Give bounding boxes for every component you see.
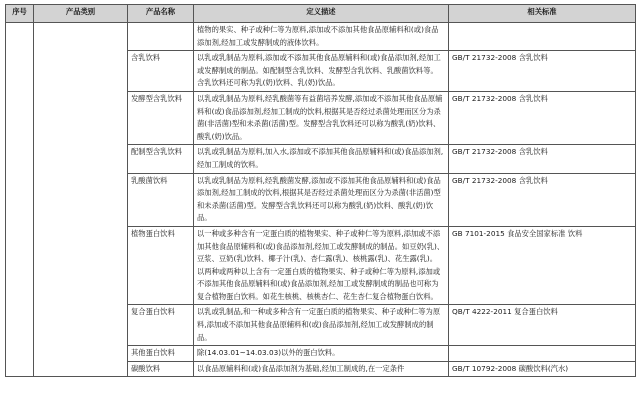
definition-cell — [194, 51, 449, 92]
product-name: 碳酸饮料 — [128, 361, 194, 377]
definition-text: 以乳或乳制品为原料,经乳酸菌等有益菌培养发酵,添加或不添加其他食品原辅料和(或)食品添加剂,经加工制成的饮料,根据其是否经过杀菌处理而区分为杀菌(非活菌)型和未杀菌(活菌)型。发酵型含乳饮料还可以称为酸乳(奶)饮料、酸乳(奶)饮品。 — [197, 93, 443, 141]
definition-text: 以乳或乳制品为原料,加入水,添加或不添加其他食品原辅料和(或)食品添加剂,经加工制成的饮料。 — [197, 147, 444, 169]
standard-cell: GB/T 10792-2008 碳酸饮料(汽水) — [449, 361, 636, 377]
product-name: 发酵型含乳饮料 — [128, 91, 194, 144]
standard-cell: QB/T 4222-2011 复合蛋白饮料 — [449, 305, 636, 346]
definition-text: 以乳或乳制品,和一种或多种含有一定蛋白质的植物果实、种子或种仁等为原料,添加或不添加其他食品原辅料和(或)食品添加剂,经加工或发酵制成的制品。 — [197, 307, 441, 342]
header-category: 产品类别 — [34, 5, 128, 23]
header-definition: 定义描述 — [194, 5, 449, 23]
definition-text: 以一种或多种含有一定蛋白质的植物果实、种子或种仁等为原料,添加或不添加其他食品原辅料和(或)食品添加剂,经加工或发酵制成的制品。如豆奶(乳)、豆浆、豆奶(乳)饮料、椰子汁(乳)、杏仁露(乳)、核桃露(乳)、花生露(乳)。 — [197, 228, 445, 264]
definition-text: 以乳或乳制品为原料,添加或不添加其他食品原辅料和(或)食品添加剂,经加工或发酵制成的制品。如配制型含乳饮料、发酵型含乳饮料、乳酸菌饮料等。含乳饮料还可称为乳(奶)饮料、乳(奶)饮品。 — [197, 53, 441, 88]
definition-cell — [194, 361, 449, 377]
definition-text: 以两种或两种以上含有一定蛋白质的植物果实、种子或种仁等为原料,添加或不添加其他食品原辅料和(或)食品添加剂,经加工或发酵制成的制品也可称为复合植物蛋白饮料。如花生核桃、核桃杏仁、花生杏仁复合植物蛋白饮料。 — [197, 266, 441, 301]
definition-cell — [194, 226, 449, 305]
product-name: 其他蛋白饮料 — [128, 346, 194, 362]
definition-cell — [194, 23, 449, 51]
table-header-row — [6, 5, 636, 23]
definition-text: 以食品原辅料和(或)食品添加剂为基础,经加工制成的,在一定条件 — [197, 363, 405, 373]
product-standards-table — [5, 4, 636, 377]
standard-cell: GB/T 21732-2008 含乳饮料 — [449, 51, 636, 92]
definition-text: 除(14.03.01~14.03.03)以外的蛋白饮料。 — [197, 348, 340, 358]
product-name — [128, 23, 194, 51]
definition-text: 以乳或乳制品为原料,经乳酸菌发酵,添加或不添加其他食品原辅料和(或)食品添加剂,经加工制成的饮料,根据其是否经过杀菌处理而区分为杀菌(非活菌)型和未杀菌(活菌)型。发酵型含乳饮料还可以称为酸乳(奶)饮料、酸乳(奶)饮品。 — [197, 175, 441, 223]
table-row — [6, 23, 636, 51]
standard-cell: GB/T 21732-2008 含乳饮料 — [449, 145, 636, 173]
standard-cell: GB/T 21732-2008 含乳饮料 — [449, 91, 636, 144]
definition-cell — [194, 173, 449, 226]
product-name: 植物蛋白饮料 — [128, 226, 194, 305]
definition-text: 植物的果实、种子或种仁等为原料,添加或不添加其他食品原辅料和(或)食品添加剂,经加工或发酵制成的液体饮料。 — [197, 25, 439, 47]
header-standard: 相关标准 — [449, 5, 636, 23]
standard-cell: GB 7101-2015 食品安全国家标准 饮料 — [449, 226, 636, 305]
definition-cell — [194, 305, 449, 346]
header-product-name: 产品名称 — [128, 5, 194, 23]
product-name: 乳酸菌饮料 — [128, 173, 194, 226]
index-cell — [6, 23, 34, 377]
definition-cell — [194, 91, 449, 144]
product-name: 含乳饮料 — [128, 51, 194, 92]
product-name: 复合蛋白饮料 — [128, 305, 194, 346]
standard-cell: GB/T 21732-2008 含乳饮料 — [449, 173, 636, 226]
definition-cell — [194, 145, 449, 173]
product-name: 配制型含乳饮料 — [128, 145, 194, 173]
category-cell — [34, 23, 128, 377]
standard-cell — [449, 346, 636, 362]
definition-cell — [194, 346, 449, 362]
header-index: 序号 — [6, 5, 34, 23]
standard-cell — [449, 23, 636, 51]
